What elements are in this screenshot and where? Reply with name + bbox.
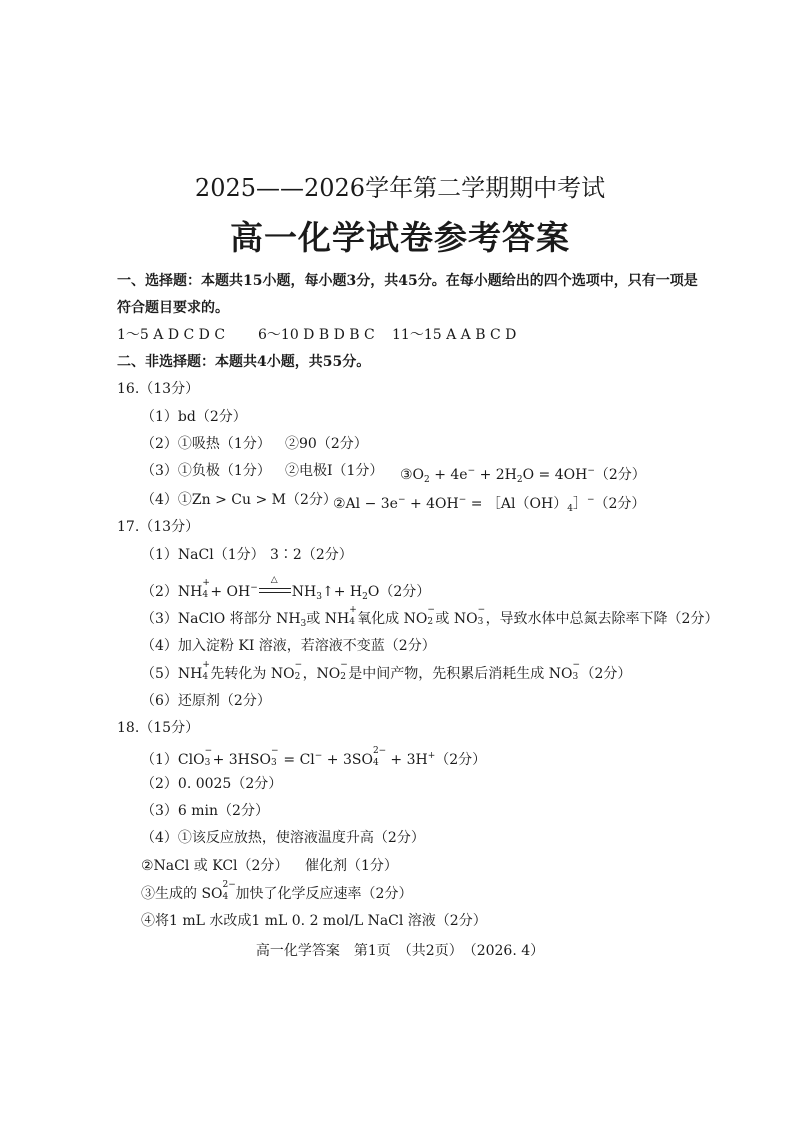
- mc-answers-6-10: 6～10 D B D B C: [258, 327, 375, 343]
- q18-header: 18.（15分）: [117, 720, 200, 736]
- q18-part4: （4）①该反应放热，使溶液温度升高（2分）: [141, 830, 425, 846]
- answer-key-title: 高一化学试卷参考答案: [230, 218, 570, 257]
- heating-condition-equals: △: [258, 584, 292, 598]
- q16-part3-c-equation: $③O_2 + 4e^- + 2H_2O = 4OH^-(2$分）: [400, 466, 646, 485]
- q17-part5: （5）NH + 4 先转化为 NO − 2 ，NO − 2 是中间产物，先积累后消耗生成 NO − 3 （2分）: [141, 660, 632, 682]
- q16-part3-b: ②电极Ⅰ（1分）: [285, 463, 384, 479]
- q17-header: 17.（13分）: [117, 519, 200, 535]
- q18-part4-3: ③生成的 SO 2− 4 加快了化学反应速率（2分）: [141, 880, 413, 902]
- q17-part2-equation: （2）NH + 4 + OH− △ $NH_3↑+ H_2O(2$分）: [141, 575, 431, 602]
- mc-answers-11-15: 11～15 A A B C D: [392, 327, 517, 343]
- q17-part6: （6）还原剂（2分）: [141, 693, 271, 709]
- q18-part4-2-a: ②NaCl 或 KCl（2分）: [141, 858, 289, 874]
- q18-part1-equation: （1）ClO − 3 + 3HSO − 3 = Cl− + 3SO 2− 4 + 3H+（2分）: [141, 746, 487, 768]
- q18-part4-2-b: 催化剂（1分）: [305, 858, 398, 874]
- exam-title: 2025——2026学年第二学期期中考试: [194, 174, 606, 202]
- page-footer: 高一化学答案 第1页 （共2页） （2026. 4）: [255, 943, 545, 959]
- q18-part3: （3）6 min（2分）: [141, 803, 269, 819]
- q18-part2: （2）0. 0025（2分）: [141, 776, 283, 792]
- mc-answers-1-5: 1～5 A D C D C: [117, 327, 226, 343]
- section1-instruction-line1: 一、选择题：本题共15小题，每小题3分，共45分。在每小题给出的四个选项中，只有一项是: [117, 273, 698, 289]
- q18-part4-4: ④将1 mL 水改成1 mL 0. 2 mol/L NaCl 溶液（2分）: [141, 913, 487, 929]
- section1-instruction-line2: 符合题目要求的。: [117, 300, 229, 316]
- q17-part3: （3）NaClO 将部分 $NH_3$或 NH + 4 氧化成 NO − 2 或 NO − 3 ，导致水体中总氮去除率下降（2分）: [141, 605, 719, 629]
- q17-part1-a: （1）NaCl（1分）: [141, 547, 265, 563]
- q16-part2-b: ②90（2分）: [285, 436, 368, 452]
- q16-part4-a: （4）①Zn > Cu > M（2分）: [141, 492, 337, 508]
- q16-part4-b-equation: ②Al − $3e^- + 4OH^- = [Al(OH)_4]^-(2$分）: [333, 495, 646, 514]
- q16-part1: （1）bd（2分）: [141, 409, 247, 425]
- q16-header: 16.（13分）: [117, 381, 200, 397]
- section2-instruction: 二、非选择题：本题共4小题，共55分。: [117, 354, 371, 370]
- q17-part4: （4）加入淀粉 KI 溶液，若溶液不变蓝（2分）: [141, 638, 436, 654]
- q16-part2-a: （2）①吸热（1分）: [141, 436, 271, 452]
- q16-part3-a: （3）①负极（1分）: [141, 463, 271, 479]
- q17-part1-b: 3∶2（2分）: [270, 547, 353, 563]
